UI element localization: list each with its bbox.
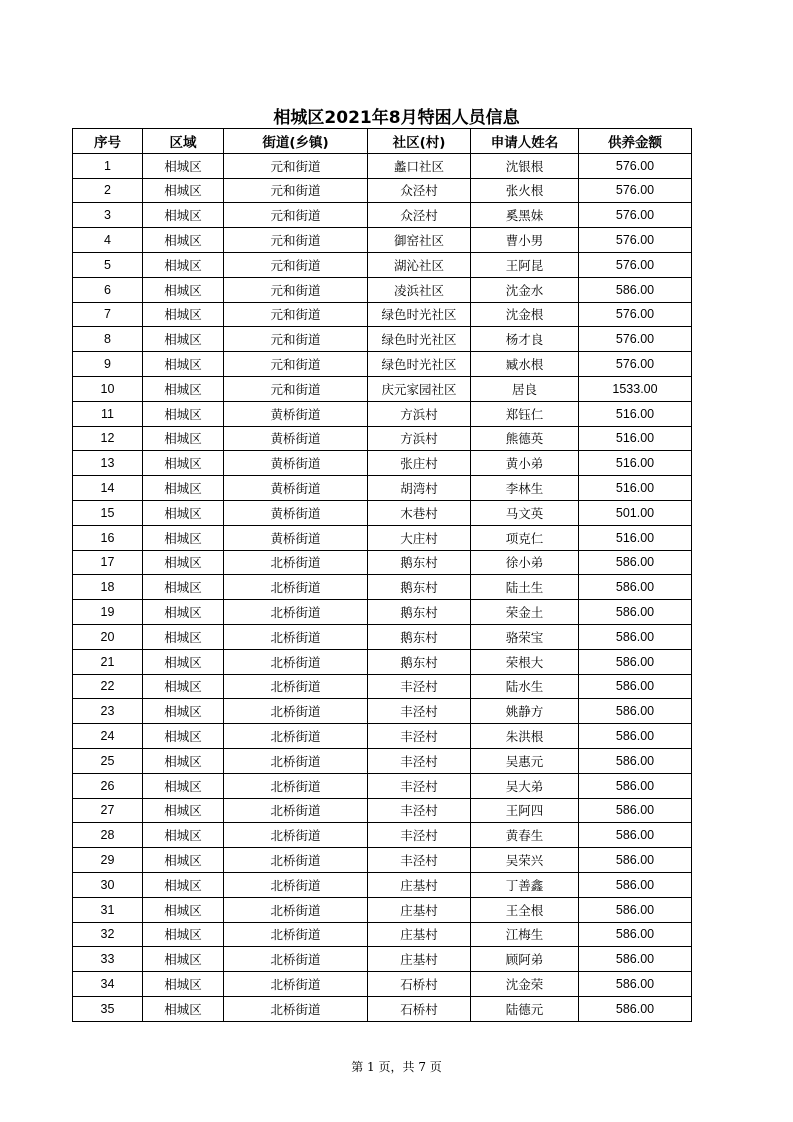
cell-community: 方浜村 — [368, 401, 471, 426]
cell-community: 众泾村 — [368, 203, 471, 228]
cell-community: 丰泾村 — [368, 798, 471, 823]
cell-amount: 501.00 — [579, 500, 692, 525]
cell-applicant: 王阿昆 — [471, 252, 579, 277]
cell-district: 相城区 — [143, 848, 224, 873]
cell-district: 相城区 — [143, 897, 224, 922]
cell-index: 34 — [73, 972, 143, 997]
cell-amount: 586.00 — [579, 674, 692, 699]
cell-amount: 586.00 — [579, 550, 692, 575]
cell-amount: 586.00 — [579, 996, 692, 1021]
table-body — [73, 153, 692, 1021]
cell-street: 元和街道 — [224, 352, 368, 377]
cell-community: 蠡口社区 — [368, 153, 471, 178]
cell-community: 丰泾村 — [368, 724, 471, 749]
cell-district: 相城区 — [143, 872, 224, 897]
cell-applicant: 江梅生 — [471, 922, 579, 947]
cell-amount: 586.00 — [579, 947, 692, 972]
cell-street: 元和街道 — [224, 302, 368, 327]
cell-index: 3 — [73, 203, 143, 228]
page-title: 相城区2021年8月特困人员信息 — [273, 108, 520, 128]
cell-applicant: 臧水根 — [471, 352, 579, 377]
table-row — [73, 178, 692, 203]
cell-amount: 586.00 — [579, 277, 692, 302]
cell-index: 18 — [73, 575, 143, 600]
table-row — [73, 748, 692, 773]
table-row — [73, 600, 692, 625]
cell-index: 22 — [73, 674, 143, 699]
cell-district: 相城区 — [143, 352, 224, 377]
cell-amount: 576.00 — [579, 352, 692, 377]
cell-district: 相城区 — [143, 773, 224, 798]
cell-community: 方浜村 — [368, 426, 471, 451]
cell-district: 相城区 — [143, 748, 224, 773]
cell-applicant: 徐小弟 — [471, 550, 579, 575]
cell-applicant: 李林生 — [471, 476, 579, 501]
cell-street: 北桥街道 — [224, 624, 368, 649]
cell-applicant: 骆荣宝 — [471, 624, 579, 649]
cell-applicant: 顾阿弟 — [471, 947, 579, 972]
column-header-amount: 供养金额 — [579, 129, 692, 154]
cell-community: 庄基村 — [368, 922, 471, 947]
cell-amount: 586.00 — [579, 897, 692, 922]
cell-amount: 586.00 — [579, 798, 692, 823]
cell-district: 相城区 — [143, 600, 224, 625]
cell-index: 16 — [73, 525, 143, 550]
cell-index: 20 — [73, 624, 143, 649]
cell-street: 黄桥街道 — [224, 451, 368, 476]
cell-amount: 586.00 — [579, 972, 692, 997]
cell-street: 黄桥街道 — [224, 401, 368, 426]
cell-district: 相城区 — [143, 153, 224, 178]
cell-applicant: 郑钰仁 — [471, 401, 579, 426]
cell-applicant: 沈金水 — [471, 277, 579, 302]
cell-amount: 576.00 — [579, 228, 692, 253]
cell-index: 8 — [73, 327, 143, 352]
cell-index: 24 — [73, 724, 143, 749]
cell-index: 25 — [73, 748, 143, 773]
cell-street: 北桥街道 — [224, 922, 368, 947]
cell-applicant: 熊德英 — [471, 426, 579, 451]
cell-street: 北桥街道 — [224, 872, 368, 897]
cell-index: 17 — [73, 550, 143, 575]
cell-community: 绿色时光社区 — [368, 327, 471, 352]
cell-amount: 586.00 — [579, 649, 692, 674]
cell-applicant: 杨才良 — [471, 327, 579, 352]
column-header-applicant: 申请人姓名 — [471, 129, 579, 154]
cell-index: 23 — [73, 699, 143, 724]
table-row — [73, 451, 692, 476]
cell-amount: 586.00 — [579, 575, 692, 600]
column-header-index: 序号 — [73, 129, 143, 154]
table-row — [73, 897, 692, 922]
cell-community: 御窑社区 — [368, 228, 471, 253]
cell-applicant: 居良 — [471, 376, 579, 401]
cell-community: 丰泾村 — [368, 699, 471, 724]
cell-amount: 516.00 — [579, 451, 692, 476]
cell-community: 大庄村 — [368, 525, 471, 550]
table-header-row — [73, 129, 692, 154]
cell-amount: 586.00 — [579, 600, 692, 625]
cell-applicant: 吴惠元 — [471, 748, 579, 773]
cell-street: 元和街道 — [224, 252, 368, 277]
cell-street: 北桥街道 — [224, 798, 368, 823]
cell-street: 北桥街道 — [224, 947, 368, 972]
cell-amount: 1533.00 — [579, 376, 692, 401]
cell-district: 相城区 — [143, 550, 224, 575]
cell-applicant: 项克仁 — [471, 525, 579, 550]
table-row — [73, 302, 692, 327]
cell-index: 35 — [73, 996, 143, 1021]
cell-amount: 586.00 — [579, 848, 692, 873]
cell-street: 北桥街道 — [224, 848, 368, 873]
cell-district: 相城区 — [143, 252, 224, 277]
cell-community: 石桥村 — [368, 996, 471, 1021]
table-row — [73, 476, 692, 501]
cell-index: 19 — [73, 600, 143, 625]
cell-district: 相城区 — [143, 277, 224, 302]
table-row — [73, 401, 692, 426]
cell-index: 30 — [73, 872, 143, 897]
cell-district: 相城区 — [143, 649, 224, 674]
cell-street: 元和街道 — [224, 327, 368, 352]
cell-amount: 576.00 — [579, 302, 692, 327]
table-row — [73, 327, 692, 352]
table-row — [73, 228, 692, 253]
column-header-community: 社区(村) — [368, 129, 471, 154]
table-row — [73, 277, 692, 302]
cell-applicant: 曹小男 — [471, 228, 579, 253]
cell-community: 庆元家园社区 — [368, 376, 471, 401]
table-row — [73, 773, 692, 798]
cell-district: 相城区 — [143, 203, 224, 228]
cell-district: 相城区 — [143, 426, 224, 451]
cell-applicant: 陆水生 — [471, 674, 579, 699]
cell-amount: 516.00 — [579, 401, 692, 426]
cell-applicant: 张火根 — [471, 178, 579, 203]
cell-amount: 576.00 — [579, 203, 692, 228]
cell-applicant: 马文英 — [471, 500, 579, 525]
cell-district: 相城区 — [143, 575, 224, 600]
cell-amount: 516.00 — [579, 476, 692, 501]
cell-district: 相城区 — [143, 376, 224, 401]
cell-index: 27 — [73, 798, 143, 823]
cell-index: 5 — [73, 252, 143, 277]
cell-street: 北桥街道 — [224, 972, 368, 997]
cell-district: 相城区 — [143, 699, 224, 724]
cell-applicant: 丁善鑫 — [471, 872, 579, 897]
cell-street: 元和街道 — [224, 153, 368, 178]
cell-street: 北桥街道 — [224, 550, 368, 575]
cell-amount: 586.00 — [579, 773, 692, 798]
cell-amount: 576.00 — [579, 252, 692, 277]
cell-community: 丰泾村 — [368, 848, 471, 873]
table-row — [73, 947, 692, 972]
cell-amount: 586.00 — [579, 922, 692, 947]
table-row — [73, 252, 692, 277]
cell-district: 相城区 — [143, 947, 224, 972]
cell-amount: 586.00 — [579, 748, 692, 773]
cell-district: 相城区 — [143, 401, 224, 426]
cell-community: 鹅东村 — [368, 600, 471, 625]
cell-amount: 516.00 — [579, 525, 692, 550]
cell-street: 北桥街道 — [224, 823, 368, 848]
cell-index: 7 — [73, 302, 143, 327]
cell-index: 6 — [73, 277, 143, 302]
cell-street: 元和街道 — [224, 178, 368, 203]
cell-amount: 576.00 — [579, 327, 692, 352]
cell-community: 木巷村 — [368, 500, 471, 525]
cell-amount: 516.00 — [579, 426, 692, 451]
table-row — [73, 823, 692, 848]
cell-community: 庄基村 — [368, 872, 471, 897]
cell-street: 北桥街道 — [224, 724, 368, 749]
cell-amount: 586.00 — [579, 823, 692, 848]
cell-district: 相城区 — [143, 228, 224, 253]
table-row — [73, 525, 692, 550]
column-header-district: 区域 — [143, 129, 224, 154]
cell-index: 21 — [73, 649, 143, 674]
cell-amount: 586.00 — [579, 699, 692, 724]
cell-district: 相城区 — [143, 451, 224, 476]
cell-district: 相城区 — [143, 624, 224, 649]
cell-amount: 576.00 — [579, 178, 692, 203]
table-row — [73, 972, 692, 997]
table-row — [73, 426, 692, 451]
table-row — [73, 203, 692, 228]
cell-district: 相城区 — [143, 302, 224, 327]
cell-street: 黄桥街道 — [224, 426, 368, 451]
cell-community: 丰泾村 — [368, 748, 471, 773]
cell-index: 28 — [73, 823, 143, 848]
cell-applicant: 吴大弟 — [471, 773, 579, 798]
cell-community: 丰泾村 — [368, 823, 471, 848]
cell-amount: 586.00 — [579, 724, 692, 749]
cell-community: 石桥村 — [368, 972, 471, 997]
cell-index: 29 — [73, 848, 143, 873]
cell-street: 北桥街道 — [224, 600, 368, 625]
cell-community: 凌浜社区 — [368, 277, 471, 302]
cell-index: 1 — [73, 153, 143, 178]
cell-applicant: 朱洪根 — [471, 724, 579, 749]
cell-index: 14 — [73, 476, 143, 501]
cell-district: 相城区 — [143, 798, 224, 823]
table-row — [73, 550, 692, 575]
cell-community: 庄基村 — [368, 897, 471, 922]
cell-index: 12 — [73, 426, 143, 451]
cell-amount: 576.00 — [579, 153, 692, 178]
cell-applicant: 黄小弟 — [471, 451, 579, 476]
cell-district: 相城区 — [143, 327, 224, 352]
cell-community: 丰泾村 — [368, 674, 471, 699]
cell-district: 相城区 — [143, 823, 224, 848]
cell-applicant: 王全根 — [471, 897, 579, 922]
table-row — [73, 376, 692, 401]
cell-street: 黄桥街道 — [224, 500, 368, 525]
column-header-street: 街道(乡镇) — [224, 129, 368, 154]
table-row — [73, 699, 692, 724]
cell-applicant: 奚黑妹 — [471, 203, 579, 228]
cell-community: 鹅东村 — [368, 649, 471, 674]
cell-community: 鹅东村 — [368, 550, 471, 575]
cell-applicant: 沈金荣 — [471, 972, 579, 997]
page-footer: 第 1 页，共 7 页 — [351, 1060, 442, 1074]
cell-index: 32 — [73, 922, 143, 947]
cell-street: 元和街道 — [224, 228, 368, 253]
cell-applicant: 吴荣兴 — [471, 848, 579, 873]
cell-district: 相城区 — [143, 500, 224, 525]
cell-community: 丰泾村 — [368, 773, 471, 798]
cell-index: 15 — [73, 500, 143, 525]
cell-index: 26 — [73, 773, 143, 798]
table-row — [73, 848, 692, 873]
cell-street: 黄桥街道 — [224, 525, 368, 550]
table-row — [73, 624, 692, 649]
cell-district: 相城区 — [143, 674, 224, 699]
cell-street: 北桥街道 — [224, 897, 368, 922]
cell-community: 胡湾村 — [368, 476, 471, 501]
cell-district: 相城区 — [143, 996, 224, 1021]
cell-community: 张庄村 — [368, 451, 471, 476]
cell-street: 元和街道 — [224, 376, 368, 401]
cell-applicant: 姚静方 — [471, 699, 579, 724]
cell-amount: 586.00 — [579, 872, 692, 897]
table-row — [73, 922, 692, 947]
cell-index: 4 — [73, 228, 143, 253]
cell-street: 元和街道 — [224, 203, 368, 228]
cell-community: 绿色时光社区 — [368, 352, 471, 377]
cell-street: 元和街道 — [224, 277, 368, 302]
cell-index: 13 — [73, 451, 143, 476]
cell-district: 相城区 — [143, 922, 224, 947]
cell-applicant: 沈银根 — [471, 153, 579, 178]
cell-applicant: 陆德元 — [471, 996, 579, 1021]
cell-index: 9 — [73, 352, 143, 377]
data-table — [72, 128, 692, 1022]
cell-community: 鹅东村 — [368, 575, 471, 600]
table-row — [73, 798, 692, 823]
cell-community: 众泾村 — [368, 178, 471, 203]
cell-applicant: 陆土生 — [471, 575, 579, 600]
cell-district: 相城区 — [143, 525, 224, 550]
cell-applicant: 荣金土 — [471, 600, 579, 625]
cell-street: 北桥街道 — [224, 699, 368, 724]
cell-index: 10 — [73, 376, 143, 401]
table-row — [73, 575, 692, 600]
cell-applicant: 黄春生 — [471, 823, 579, 848]
cell-community: 湖沁社区 — [368, 252, 471, 277]
cell-district: 相城区 — [143, 972, 224, 997]
cell-index: 2 — [73, 178, 143, 203]
cell-index: 31 — [73, 897, 143, 922]
cell-community: 绿色时光社区 — [368, 302, 471, 327]
table-row — [73, 872, 692, 897]
cell-street: 北桥街道 — [224, 674, 368, 699]
cell-district: 相城区 — [143, 724, 224, 749]
table-row — [73, 724, 692, 749]
cell-street: 北桥街道 — [224, 996, 368, 1021]
cell-applicant: 沈金根 — [471, 302, 579, 327]
cell-street: 黄桥街道 — [224, 476, 368, 501]
table-row — [73, 153, 692, 178]
table-row — [73, 500, 692, 525]
cell-street: 北桥街道 — [224, 575, 368, 600]
cell-district: 相城区 — [143, 476, 224, 501]
table-row — [73, 674, 692, 699]
cell-index: 11 — [73, 401, 143, 426]
cell-community: 鹅东村 — [368, 624, 471, 649]
cell-amount: 586.00 — [579, 624, 692, 649]
table-row — [73, 352, 692, 377]
cell-street: 北桥街道 — [224, 773, 368, 798]
table-row — [73, 649, 692, 674]
table-row — [73, 996, 692, 1021]
cell-street: 北桥街道 — [224, 748, 368, 773]
cell-district: 相城区 — [143, 178, 224, 203]
cell-street: 北桥街道 — [224, 649, 368, 674]
cell-applicant: 王阿四 — [471, 798, 579, 823]
cell-community: 庄基村 — [368, 947, 471, 972]
cell-applicant: 荣根大 — [471, 649, 579, 674]
cell-index: 33 — [73, 947, 143, 972]
